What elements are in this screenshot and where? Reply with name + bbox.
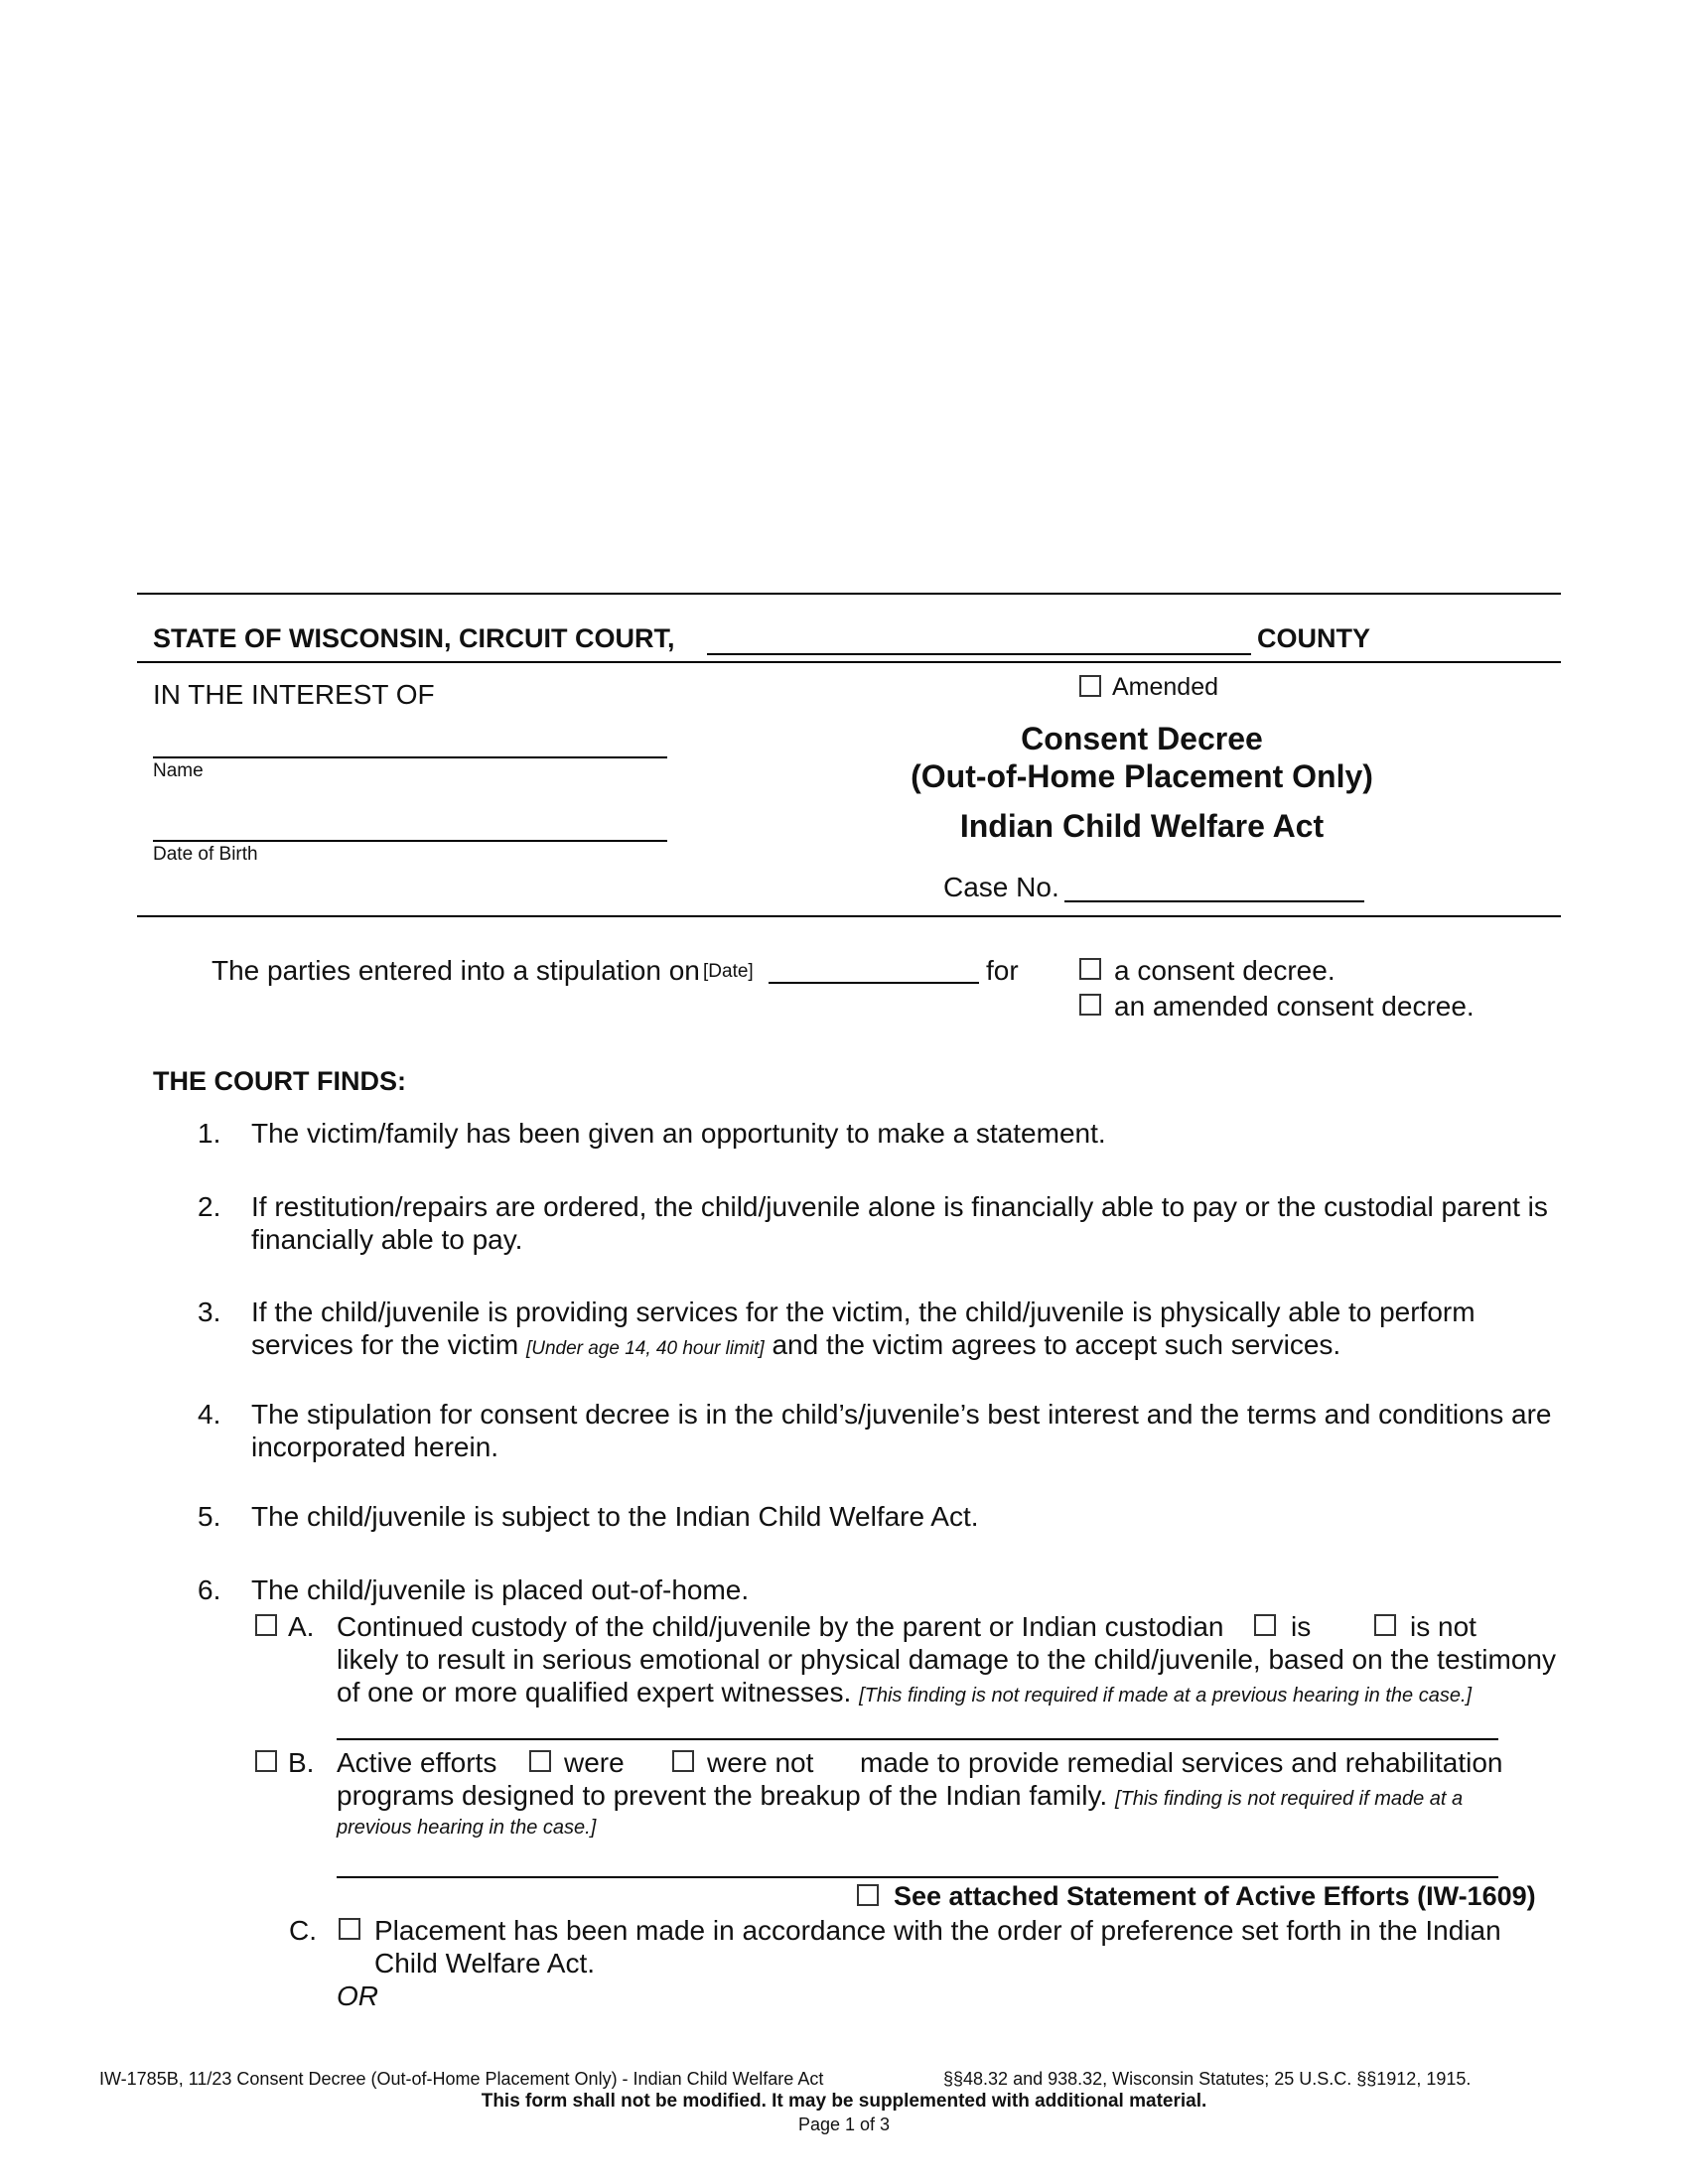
finding-6a-label: A. bbox=[288, 1611, 315, 1642]
stipulation-text: The parties entered into a stipulation on bbox=[211, 955, 700, 986]
finding-6b-field[interactable] bbox=[337, 1876, 1498, 1878]
finding-6a-line1: Continued custody of the child/juvenile by the parent or Indian custodian bbox=[337, 1611, 1224, 1642]
custody-is-label: is bbox=[1291, 1611, 1312, 1642]
finding-2-line2: financially able to pay. bbox=[251, 1224, 523, 1255]
finding-3-line2 bbox=[251, 1329, 1340, 1361]
efforts-were-not-checkbox[interactable] bbox=[672, 1750, 694, 1772]
finding-5-number: 5. bbox=[198, 1501, 221, 1532]
custody-is-not-label: is not bbox=[1410, 1611, 1477, 1642]
see-attached-label: See attached Statement of Active Efforts (IW-1609) bbox=[894, 1881, 1536, 1911]
efforts-were-not-label: were not bbox=[707, 1747, 814, 1778]
stipulation-date-field[interactable] bbox=[769, 982, 979, 984]
court-label: STATE OF WISCONSIN, CIRCUIT COURT, bbox=[153, 623, 675, 653]
finding-4-line2: incorporated herein. bbox=[251, 1432, 499, 1462]
finding-4-number: 4. bbox=[198, 1399, 221, 1430]
caption-bottom-rule bbox=[137, 915, 1561, 917]
finding-6b-label: B. bbox=[288, 1747, 315, 1778]
dob-field[interactable] bbox=[153, 840, 667, 842]
footer-form-id: IW-1785B, 11/23 Consent Decree (Out-of-Home Placement Only) - Indian Child Welfare Act bbox=[99, 2069, 824, 2089]
active-efforts-label: Active efforts bbox=[337, 1747, 497, 1778]
form-title-line1: Consent Decree bbox=[1021, 721, 1263, 756]
efforts-were-label: were bbox=[564, 1747, 625, 1778]
custody-is-not-checkbox[interactable] bbox=[1374, 1614, 1396, 1636]
dob-label: Date of Birth bbox=[153, 844, 258, 865]
finding-3-line1: If the child/juvenile is providing services for the victim, the child/juvenile is physically able to perform bbox=[251, 1297, 1476, 1327]
county-field[interactable] bbox=[707, 653, 1251, 655]
consent-decree-label: a consent decree. bbox=[1114, 955, 1336, 986]
case-no-field[interactable] bbox=[1064, 900, 1364, 902]
finding-6a-field[interactable] bbox=[337, 1738, 1498, 1740]
footer-statutes: §§48.32 and 938.32, Wisconsin Statutes; 25 U.S.C. §§1912, 1915. bbox=[943, 2069, 1472, 2089]
efforts-were-checkbox[interactable] bbox=[529, 1750, 551, 1772]
finding-6a-line3: of one or more qualified expert witnesses. bbox=[337, 1677, 852, 1707]
finding-2-number: 2. bbox=[198, 1191, 221, 1222]
finding-4-line1: The stipulation for consent decree is in the child’s/juvenile’s best interest and the terms and conditions are bbox=[251, 1399, 1552, 1430]
caption-top-rule bbox=[137, 593, 1561, 595]
finding-6b-line2: programs designed to prevent the breakup of the Indian family. bbox=[337, 1780, 1108, 1811]
finding-2-line1: If restitution/repairs are ordered, the child/juvenile alone is financially able to pay or the custodial parent is bbox=[251, 1191, 1548, 1222]
finding-6b-checkbox[interactable] bbox=[255, 1750, 277, 1772]
custody-is-checkbox[interactable] bbox=[1254, 1614, 1276, 1636]
amended-label: Amended bbox=[1112, 673, 1219, 701]
finding-1-number: 1. bbox=[198, 1118, 221, 1149]
finding-6a-hint: [This finding is not required if made at a previous hearing in the case.] bbox=[859, 1685, 1473, 1706]
footer-page-number: Page 1 of 3 bbox=[797, 2115, 891, 2134]
see-attached-checkbox[interactable] bbox=[857, 1884, 879, 1906]
finding-3-line2b: and the victim agrees to accept such services. bbox=[772, 1329, 1341, 1360]
case-no-label: Case No. bbox=[943, 872, 1059, 902]
form-title-line2: (Out-of-Home Placement Only) bbox=[911, 758, 1373, 794]
finding-6a-line3-wrap bbox=[337, 1677, 1472, 1708]
finding-5-text: The child/juvenile is subject to the Indian Child Welfare Act. bbox=[251, 1501, 979, 1532]
age-limit-hint: [Under age 14, 40 hour limit] bbox=[525, 1338, 765, 1359]
stipulation-for: for bbox=[986, 955, 1019, 986]
finding-1-text: The victim/family has been given an opportunity to make a statement. bbox=[251, 1118, 1106, 1149]
date-hint: [Date] bbox=[703, 961, 754, 982]
amended-consent-decree-label: an amended consent decree. bbox=[1114, 991, 1475, 1022]
finding-6c-line1: Placement has been made in accordance with the order of preference set forth in the Indian bbox=[374, 1915, 1501, 1946]
or-label: OR bbox=[337, 1980, 378, 2011]
finding-6-number: 6. bbox=[198, 1574, 221, 1605]
finding-6c-checkbox[interactable] bbox=[339, 1918, 360, 1940]
finding-6a-line2: likely to result in serious emotional or physical damage to the child/juvenile, based on the testimony bbox=[337, 1644, 1556, 1675]
form-title-line3: Indian Child Welfare Act bbox=[959, 808, 1325, 844]
finding-6b-hint1: [This finding is not required if made at a bbox=[1114, 1788, 1464, 1810]
finding-6a-checkbox[interactable] bbox=[255, 1614, 277, 1636]
finding-6c-label: C. bbox=[289, 1915, 317, 1946]
court-finds-heading: THE COURT FINDS: bbox=[153, 1066, 406, 1096]
finding-6b-line1-rest: made to provide remedial services and rehabilitation bbox=[860, 1747, 1503, 1778]
name-field[interactable] bbox=[153, 756, 667, 758]
in-interest-of-label: IN THE INTEREST OF bbox=[153, 679, 435, 710]
county-label: COUNTY bbox=[1257, 623, 1370, 653]
finding-6-text: The child/juvenile is placed out-of-home. bbox=[251, 1574, 750, 1605]
name-label: Name bbox=[153, 760, 204, 781]
finding-6c-line2: Child Welfare Act. bbox=[374, 1948, 596, 1979]
court-line-rule bbox=[137, 661, 1561, 663]
finding-6b-line2-wrap bbox=[337, 1780, 1463, 1812]
finding-6b-hint2: previous hearing in the case.] bbox=[337, 1817, 597, 1839]
amended-checkbox[interactable] bbox=[1079, 675, 1101, 697]
finding-3-number: 3. bbox=[198, 1297, 221, 1327]
amended-consent-decree-checkbox[interactable] bbox=[1079, 994, 1101, 1016]
finding-3-line2a: services for the victim bbox=[251, 1329, 519, 1360]
footer-notice: This form shall not be modified. It may be supplemented with additional material. bbox=[481, 2091, 1207, 2112]
consent-decree-checkbox[interactable] bbox=[1079, 958, 1101, 980]
